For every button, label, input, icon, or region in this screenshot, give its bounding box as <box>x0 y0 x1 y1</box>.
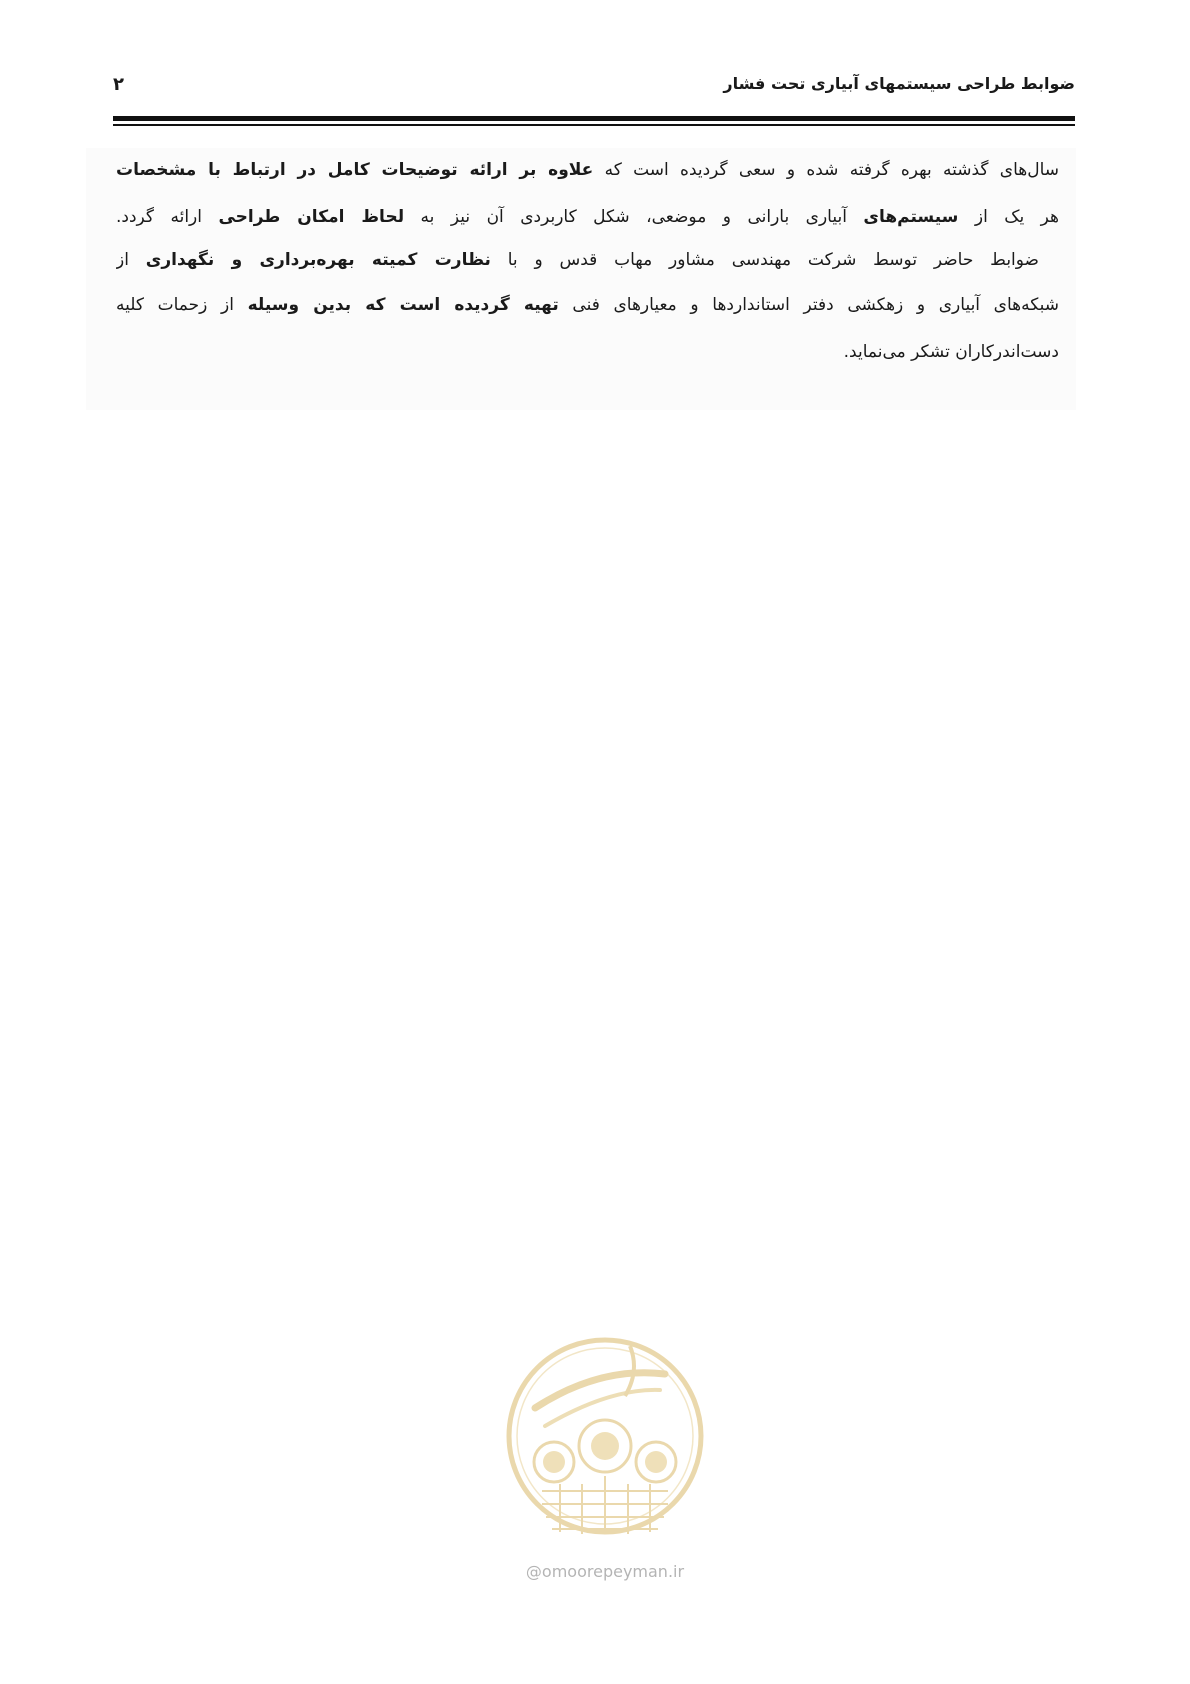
text-span: از <box>116 250 146 270</box>
text-line <box>116 245 1039 275</box>
text-span: ضوابط حاضر توسط شرکت مهندسی مشاور مهاب قدس و با <box>490 250 1039 270</box>
watermark-caption: @omoorepeyman.ir <box>525 1562 685 1581</box>
bold-text-span: سیستم‌های <box>863 207 959 227</box>
body-text <box>86 148 1076 410</box>
bold-text-span: لحاظ امکان طراحی <box>218 207 405 227</box>
text-span: هر یک از <box>958 207 1059 227</box>
header-rule-thin <box>113 124 1075 126</box>
page-number: ۲ <box>113 74 124 95</box>
text-span: ارائه گردد. <box>116 207 219 227</box>
header-rule-thick <box>113 116 1075 121</box>
text-span: دست‌اندرکاران تشکر می‌نماید. <box>843 342 1059 362</box>
bold-text-span: تهیه گردیده است که بدین وسیله <box>247 295 559 315</box>
watermark <box>490 1326 720 1592</box>
bold-text-span: نظارت کمیته بهره‌برداری و نگهداری <box>145 250 491 270</box>
text-line <box>116 202 1059 232</box>
text-line <box>116 290 1059 320</box>
bold-text-span: علاوه بر ارائه توضیحات کامل در ارتباط با مشخصات <box>116 160 594 180</box>
watermark-logo <box>490 1326 720 1556</box>
text-span: سال‌های گذشته بهره گرفته شده و سعی گردیده است که <box>593 160 1059 180</box>
text-span: شبکه‌های آبیاری و زهکشی دفتر استانداردها و معیارهای فنی <box>558 295 1059 315</box>
text-span: از زحمات کلیه <box>116 295 248 315</box>
text-line <box>116 155 1059 185</box>
text-line <box>116 337 1059 367</box>
page-header <box>113 74 1075 102</box>
text-span: آبیاری بارانی و موضعی، شکل کاربردی آن نیز به <box>404 207 864 227</box>
header-title: ضوابط طراحی سیستمهای آبیاری تحت فشار <box>723 74 1075 93</box>
